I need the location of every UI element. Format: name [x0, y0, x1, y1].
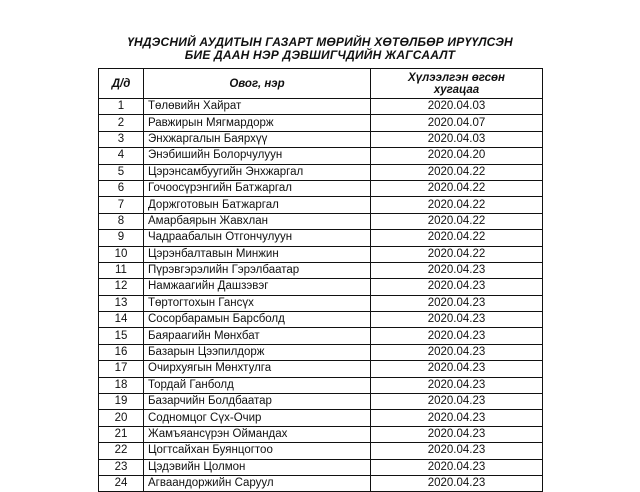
row-name: Пүрэвгэрэлийн Гэрэлбаатар — [144, 262, 371, 278]
table-row — [99, 295, 543, 311]
row-number: 21 — [99, 426, 144, 442]
row-number: 22 — [99, 443, 144, 459]
row-date: 2020.04.23 — [371, 361, 543, 377]
row-date: 2020.04.22 — [371, 164, 543, 180]
candidates-table — [98, 68, 543, 492]
table-row — [99, 131, 543, 147]
row-name: Цэдэвийн Цолмон — [144, 459, 371, 475]
row-name: Базарчийн Болдбаатар — [144, 394, 371, 410]
row-number: 10 — [99, 246, 144, 262]
row-name: Энхжаргалын Баярхүү — [144, 131, 371, 147]
header-date — [371, 69, 543, 99]
row-date: 2020.04.03 — [371, 99, 543, 115]
row-name: Базарын Цээпилдорж — [144, 344, 371, 360]
row-date: 2020.04.03 — [371, 131, 543, 147]
row-date: 2020.04.23 — [371, 344, 543, 360]
row-name: Баяраагийн Мөнхбат — [144, 328, 371, 344]
row-name: Агваандоржийн Саруул — [144, 475, 371, 491]
row-name: Төртогтохын Гансүх — [144, 295, 371, 311]
row-name: Намжаагийн Дашзэвэг — [144, 279, 371, 295]
table-row — [99, 197, 543, 213]
table-row — [99, 115, 543, 131]
row-number: 3 — [99, 131, 144, 147]
row-number: 17 — [99, 361, 144, 377]
row-date: 2020.04.20 — [371, 148, 543, 164]
table-row — [99, 262, 543, 278]
table-row — [99, 164, 543, 180]
row-date: 2020.04.23 — [371, 410, 543, 426]
table-row — [99, 426, 543, 442]
row-number: 12 — [99, 279, 144, 295]
document-title — [0, 36, 640, 62]
table-row — [99, 148, 543, 164]
row-number: 13 — [99, 295, 144, 311]
row-number: 1 — [99, 99, 144, 115]
row-name: Цэрэнсамбуугийн Энхжаргал — [144, 164, 371, 180]
header-date-text: Хүлээлгэн өгсөн хугацаа — [408, 71, 505, 96]
row-date: 2020.04.23 — [371, 312, 543, 328]
table-header-row — [99, 69, 543, 99]
row-number: 4 — [99, 148, 144, 164]
table-row — [99, 361, 543, 377]
table-row — [99, 394, 543, 410]
row-number: 19 — [99, 394, 144, 410]
row-number: 20 — [99, 410, 144, 426]
table-row — [99, 475, 543, 491]
row-date: 2020.04.22 — [371, 230, 543, 246]
row-name: Очирхуягын Мөнхтулга — [144, 361, 371, 377]
table-row — [99, 180, 543, 196]
row-name: Цэрэнбалтавын Минжин — [144, 246, 371, 262]
row-number: 7 — [99, 197, 144, 213]
header-name: Овог, нэр — [144, 69, 371, 99]
row-name: Жамъяансүрэн Оймандах — [144, 426, 371, 442]
row-date: 2020.04.23 — [371, 328, 543, 344]
row-name: Амарбаярын Жавхлан — [144, 213, 371, 229]
row-number: 9 — [99, 230, 144, 246]
table-body — [99, 99, 543, 492]
row-name: Чадраабалын Отгончулуун — [144, 230, 371, 246]
row-name: Доржготовын Батжаргал — [144, 197, 371, 213]
table-row — [99, 279, 543, 295]
row-number: 14 — [99, 312, 144, 328]
table-row — [99, 459, 543, 475]
row-date: 2020.04.23 — [371, 475, 543, 491]
table-row — [99, 312, 543, 328]
title-line-1: ҮНДЭСНИЙ АУДИТЫН ГАЗАРТ МӨРИЙН ХӨТӨЛБӨР ИРҮҮЛСЭН — [127, 35, 513, 49]
row-date: 2020.04.23 — [371, 295, 543, 311]
table-row — [99, 246, 543, 262]
row-name: Содномцог Сүх-Очир — [144, 410, 371, 426]
row-number: 5 — [99, 164, 144, 180]
row-date: 2020.04.22 — [371, 213, 543, 229]
row-date: 2020.04.07 — [371, 115, 543, 131]
row-name: Сосорбарамын Барсболд — [144, 312, 371, 328]
row-number: 6 — [99, 180, 144, 196]
row-date: 2020.04.23 — [371, 377, 543, 393]
row-date: 2020.04.23 — [371, 459, 543, 475]
row-name: Төлөвийн Хайрат — [144, 99, 371, 115]
row-date: 2020.04.23 — [371, 426, 543, 442]
table-row — [99, 443, 543, 459]
row-number: 11 — [99, 262, 144, 278]
table-row — [99, 410, 543, 426]
table-row — [99, 213, 543, 229]
table-row — [99, 344, 543, 360]
title-line-2: БИЕ ДААН НЭР ДЭВШИГЧДИЙН ЖАГСААЛТ — [184, 48, 456, 62]
row-name: Цогтсайхан Буянцогтоо — [144, 443, 371, 459]
row-date: 2020.04.22 — [371, 180, 543, 196]
row-name: Энэбишийн Болорчулуун — [144, 148, 371, 164]
row-number: 15 — [99, 328, 144, 344]
row-date: 2020.04.23 — [371, 262, 543, 278]
header-number: Д/д — [99, 69, 144, 99]
row-number: 18 — [99, 377, 144, 393]
row-date: 2020.04.22 — [371, 197, 543, 213]
row-number: 8 — [99, 213, 144, 229]
table-row — [99, 230, 543, 246]
row-date: 2020.04.23 — [371, 394, 543, 410]
row-date: 2020.04.23 — [371, 443, 543, 459]
row-number: 24 — [99, 475, 144, 491]
table-row — [99, 377, 543, 393]
table-row — [99, 99, 543, 115]
row-name: Тордай Ганболд — [144, 377, 371, 393]
row-date: 2020.04.23 — [371, 279, 543, 295]
row-number: 2 — [99, 115, 144, 131]
row-name: Равжирын Мягмардорж — [144, 115, 371, 131]
table-row — [99, 328, 543, 344]
row-number: 16 — [99, 344, 144, 360]
row-name: Гочоосүрэнгийн Батжаргал — [144, 180, 371, 196]
row-date: 2020.04.22 — [371, 246, 543, 262]
row-number: 23 — [99, 459, 144, 475]
